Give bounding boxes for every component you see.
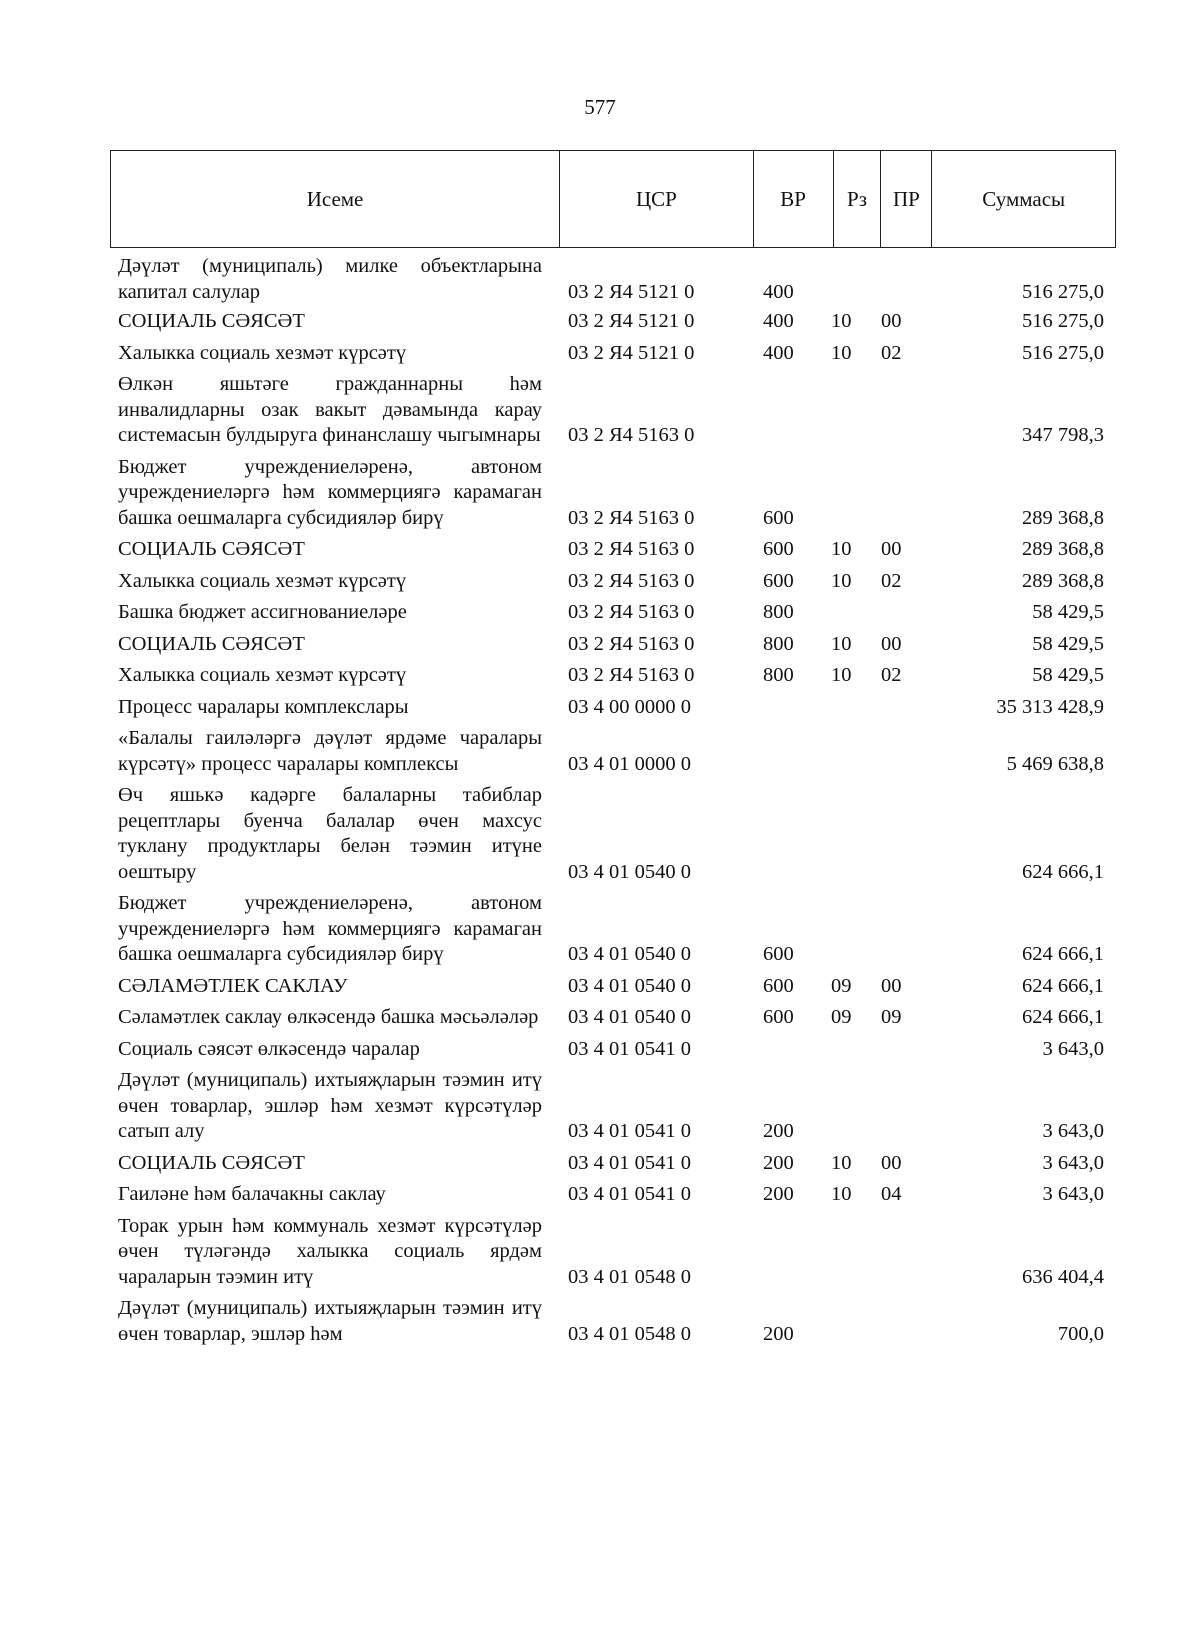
table-row [110,600,1116,626]
row-vr: 600 [763,974,794,997]
header-pr: ПР [881,151,932,247]
row-csr: 03 4 01 0548 0 [568,1322,691,1345]
row-sum: 624 666,1 [1022,1006,1104,1028]
row-name: Торак урын һәм коммуналь хезмәт күрсәтүләр өчен түләгәндә халыкка социаль ярдәм чараларын тәэмин итү [118,1214,542,1288]
row-sum: 624 666,1 [1022,974,1104,997]
row-pr: 02 [881,569,902,592]
row-vr: 400 [763,280,794,303]
row-vr: 200 [763,1120,794,1142]
row-name: Өлкән яшьтәге гражданнарны һәм инвалидларны озак вакыт дәвамында карау системасын булдыруга финанслашу чыгымнары [118,373,542,446]
row-vr: 800 [763,601,794,623]
row-rz: 10 [831,1183,852,1205]
row-sum: 58 429,5 [1032,632,1104,655]
row-csr: 03 2 Я4 5163 0 [568,538,695,560]
table-row [110,1151,1116,1177]
row-pr: 00 [881,632,902,655]
row-vr: 600 [763,1006,794,1028]
table-header [110,150,1116,248]
table-row [110,1214,1116,1291]
row-csr: 03 2 Я4 5163 0 [568,424,695,446]
header-rz: Рз [834,151,882,247]
row-name: Халыкка социаль хезмәт күрсәтү [118,569,407,592]
table-row [110,632,1116,658]
row-csr: 03 4 01 0540 0 [568,943,691,965]
row-csr: 03 2 Я4 5163 0 [568,632,695,655]
row-sum: 700,0 [1057,1322,1104,1345]
row-rz: 10 [831,1151,852,1174]
row-sum: 289 368,8 [1022,569,1104,592]
row-csr: 03 2 Я4 5163 0 [568,601,695,623]
row-rz: 10 [831,310,852,332]
row-name: Гаиләне һәм балачакны саклау [118,1183,386,1205]
table-row [110,341,1116,367]
row-name: Халыкка социаль хезмәт күрсәтү [118,341,407,364]
row-name: Бюджет учреждениеләренә, автоном учреждениеләргә һәм коммерциягә карамаган башка оешмаларга субсидияләр бирү [118,892,542,965]
page-number: 577 [584,95,616,119]
row-csr: 03 4 01 0540 0 [568,1006,691,1028]
row-name: Өч яшькә кадәрге балаларны табиблар рецептлары буенча балалар өчен махсус туклану продуктлары белән тәэмин итүне оештыру [118,784,542,883]
row-vr: 600 [763,569,794,592]
row-name: Социаль сәясәт өлкәсендә чаралар [118,1037,420,1060]
row-pr: 04 [881,1183,902,1205]
row-vr: 800 [763,632,794,655]
row-sum: 347 798,3 [1022,424,1104,446]
row-sum: 289 368,8 [1022,538,1104,560]
row-vr: 600 [763,538,794,560]
row-rz: 10 [831,569,852,592]
table-row [110,254,1116,305]
row-sum: 516 275,0 [1022,310,1104,332]
row-csr: 03 4 01 0541 0 [568,1151,691,1174]
row-name: Дәүләт (муниципаль) милке объектларына капитал салулар [118,255,542,303]
row-vr: 600 [763,943,794,965]
row-vr: 400 [763,310,794,332]
header-csr: ЦСР [560,151,754,247]
row-rz: 09 [831,1006,852,1028]
row-csr: 03 2 Я4 5163 0 [568,664,695,686]
row-sum: 624 666,1 [1022,860,1104,883]
table-row [110,783,1116,885]
row-sum: 624 666,1 [1022,943,1104,965]
table-row [110,569,1116,595]
table-row [110,372,1116,449]
table-row [110,537,1116,563]
row-pr: 00 [881,974,902,997]
row-csr: 03 2 Я4 5121 0 [568,280,695,303]
row-rz: 09 [831,974,852,997]
table-row [110,1068,1116,1145]
header-name: Исеме [111,151,560,247]
table-row [110,663,1116,689]
table-row [110,1182,1116,1208]
header-sum: Суммасы [982,186,1066,211]
table-row [110,891,1116,968]
table-row [110,726,1116,777]
header-vr: ВР [754,151,834,247]
row-name: «Балалы гаиләләргә дәүләт ярдәме чаралары күрсәтү» процесс чаралары комплексы [118,727,542,775]
row-sum: 3 643,0 [1042,1151,1104,1174]
row-sum: 35 313 428,9 [996,695,1104,718]
row-pr: 02 [881,664,902,686]
row-csr: 03 2 Я4 5163 0 [568,506,695,529]
table-row [110,309,1116,335]
row-name: СОЦИАЛЬ СӘЯСӘТ [118,538,305,560]
row-sum: 3 643,0 [1042,1037,1104,1060]
row-name: Бюджет учреждениеләренә, автоном учреждениеләргә һәм коммерциягә карамаган башка оешмаларга субсидияләр бирү [118,455,542,529]
row-csr: 03 2 Я4 5163 0 [568,569,695,592]
row-sum: 5 469 638,8 [1006,752,1104,775]
row-name: Дәүләт (муниципаль) ихтыяҗларын тәэмин итү өчен товарлар, эшләр һәм хезмәт күрсәтүләр сатып алу [118,1069,542,1142]
row-sum: 289 368,8 [1022,506,1104,529]
row-csr: 03 2 Я4 5121 0 [568,310,695,332]
row-sum: 516 275,0 [1022,280,1104,303]
row-csr: 03 2 Я4 5121 0 [568,341,695,364]
row-name: Процесс чаралары комплекслары [118,695,409,718]
row-name: СОЦИАЛЬ СӘЯСӘТ [118,632,305,655]
table-row [110,1037,1116,1063]
row-sum: 58 429,5 [1032,601,1104,623]
row-csr: 03 4 01 0548 0 [568,1265,691,1288]
table-row [110,1005,1116,1031]
row-pr: 00 [881,1151,902,1174]
row-sum: 3 643,0 [1042,1183,1104,1205]
row-rz: 10 [831,664,852,686]
row-name: Халыкка социаль хезмәт күрсәтү [118,664,407,686]
table-row [110,695,1116,721]
row-pr: 00 [881,310,902,332]
row-sum: 3 643,0 [1042,1120,1104,1142]
row-name: СОЦИАЛЬ СӘЯСӘТ [118,1151,305,1174]
table-row [110,974,1116,1000]
row-pr: 09 [881,1006,902,1028]
row-vr: 200 [763,1322,794,1345]
row-csr: 03 4 01 0541 0 [568,1037,691,1060]
row-vr: 400 [763,341,794,364]
row-csr: 03 4 01 0541 0 [568,1183,691,1205]
row-sum: 516 275,0 [1022,341,1104,364]
row-rz: 10 [831,632,852,655]
row-name: СӘЛАМӘТЛЕК САКЛАУ [118,974,348,997]
row-csr: 03 4 01 0540 0 [568,860,691,883]
row-name: СОЦИАЛЬ СӘЯСӘТ [118,310,305,332]
row-vr: 800 [763,664,794,686]
table-row [110,455,1116,532]
row-csr: 03 4 01 0541 0 [568,1120,691,1142]
row-vr: 200 [763,1151,794,1174]
row-name: Дәүләт (муниципаль) ихтыяҗларын тәэмин итү өчен товарлар, эшләр һәм [118,1297,542,1345]
row-rz: 10 [831,538,852,560]
row-rz: 10 [831,341,852,364]
row-pr: 00 [881,538,902,560]
row-pr: 02 [881,341,902,364]
row-csr: 03 4 01 0540 0 [568,974,691,997]
row-csr: 03 4 01 0000 0 [568,752,691,775]
row-sum: 636 404,4 [1022,1265,1104,1288]
row-name: Сәламәтлек саклау өлкәсендә башка мәсьәләләр [118,1006,539,1028]
row-csr: 03 4 00 0000 0 [568,695,691,718]
row-vr: 600 [763,506,794,529]
row-sum: 58 429,5 [1032,664,1104,686]
row-name: Башка бюджет ассигнованиеләре [118,601,407,623]
row-vr: 200 [763,1183,794,1205]
table-body [110,249,1116,1347]
table-row [110,1296,1116,1347]
